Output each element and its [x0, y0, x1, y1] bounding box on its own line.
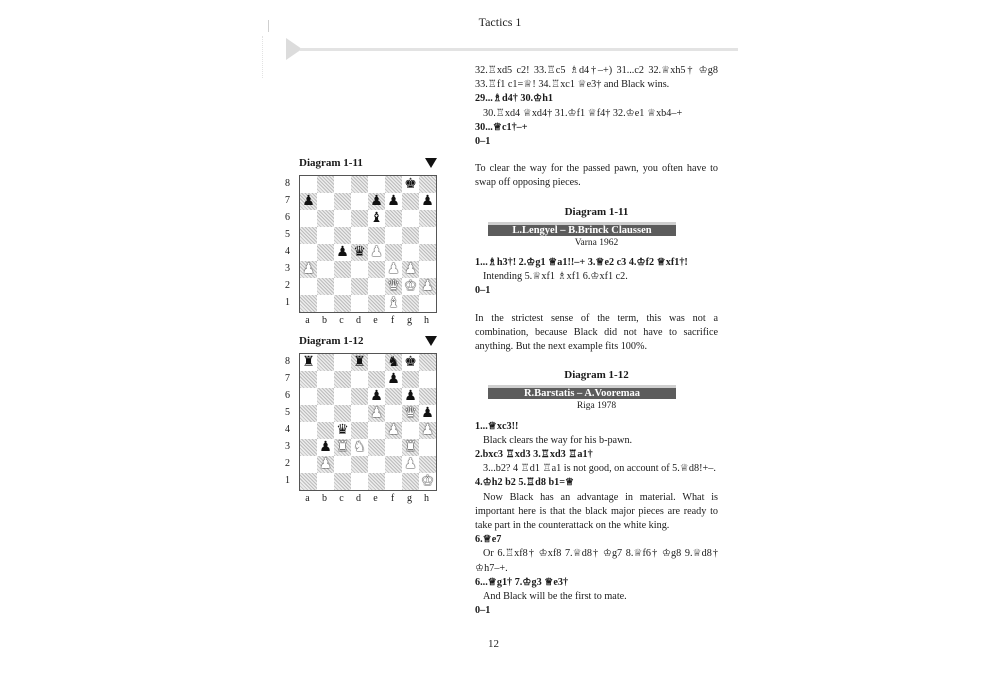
square-f1 [385, 473, 402, 490]
square-f7 [385, 193, 402, 210]
square-h6 [419, 210, 436, 227]
square-h4 [419, 244, 436, 261]
game-1-moves [475, 256, 718, 299]
file-label: d [356, 493, 361, 504]
rank-label: 8 [285, 356, 290, 367]
square-b3 [317, 439, 334, 456]
square-a2 [300, 278, 317, 295]
annotation-line: Intending 5.♕xf1 ♗xf1 6.♔xf1 c2. [483, 271, 628, 283]
square-d2 [351, 278, 368, 295]
square-e7 [368, 371, 385, 388]
white-pawn-icon: ♟ [387, 262, 400, 277]
game-2-banner [475, 385, 718, 399]
square-c5 [334, 227, 351, 244]
square-b1 [317, 473, 334, 490]
rank-label: 4 [285, 424, 290, 435]
square-c6 [334, 210, 351, 227]
white-pawn-icon: ♟ [302, 262, 315, 277]
square-c2 [334, 456, 351, 473]
running-head: Tactics 1 [478, 15, 522, 29]
square-e4 [368, 422, 385, 439]
rank-label: 2 [285, 280, 290, 291]
file-label: a [305, 493, 310, 504]
square-e7 [368, 193, 385, 210]
move-line: 0–1 [475, 605, 491, 617]
square-c4 [334, 422, 351, 439]
move-line: 0–1 [475, 136, 491, 148]
square-d6 [351, 210, 368, 227]
square-b5 [317, 405, 334, 422]
file-label: b [322, 493, 327, 504]
diagram-title: Diagram 1-12 [299, 335, 364, 347]
square-d1 [351, 295, 368, 312]
game-2-venue: Riga 1978 [576, 401, 617, 412]
square-g8 [402, 354, 419, 371]
black-pawn-icon: ♟ [370, 389, 383, 404]
annotation-line: 30.♖xd4 ♕xd4† 31.♔f1 ♕f4† 32.♔e1 ♕xb4–+ [483, 107, 683, 119]
rank-label: 4 [285, 246, 290, 257]
white-pawn-icon: ♟ [421, 279, 434, 294]
white-king-icon: ♚ [404, 279, 417, 294]
square-c8 [334, 176, 351, 193]
intro-paragraph-2: In the strictest sense of the term, this was not a combination, because Black did not have to sacrifice anything. But the next example fits 100%. [475, 312, 718, 353]
square-f2 [385, 456, 402, 473]
file-label: c [339, 315, 344, 326]
square-b2 [317, 278, 334, 295]
square-d2 [351, 456, 368, 473]
square-h8 [419, 354, 436, 371]
square-f4 [385, 422, 402, 439]
move-line: 0–1 [475, 285, 491, 297]
square-d5 [351, 227, 368, 244]
square-f4 [385, 244, 402, 261]
file-label: f [390, 493, 395, 504]
square-g6 [402, 210, 419, 227]
square-a6 [300, 388, 317, 405]
square-a7 [300, 193, 317, 210]
square-c8 [334, 354, 351, 371]
rank-label: 6 [285, 212, 290, 223]
square-d6 [351, 388, 368, 405]
square-e1 [368, 295, 385, 312]
file-label: a [305, 315, 310, 326]
square-c7 [334, 193, 351, 210]
square-a6 [300, 210, 317, 227]
square-d8 [351, 354, 368, 371]
file-label: b [322, 315, 327, 326]
square-g1 [402, 473, 419, 490]
black-pawn-icon: ♟ [387, 372, 400, 387]
square-g3 [402, 261, 419, 278]
file-labels [299, 493, 435, 504]
square-b7 [317, 193, 334, 210]
square-c5 [334, 405, 351, 422]
annotation-line: Or 6.♖xf8† ♔xf8 7.♕d8† ♔g7 8.♕f6† ♔g8 9.♕d8† ♔h7–+. [475, 548, 718, 574]
square-c4 [334, 244, 351, 261]
square-e2 [368, 456, 385, 473]
white-queen-icon: ♛ [387, 279, 400, 294]
square-d8 [351, 176, 368, 193]
square-h6 [419, 388, 436, 405]
square-b3 [317, 261, 334, 278]
white-pawn-icon: ♟ [404, 262, 417, 277]
square-h1 [419, 473, 436, 490]
square-g4 [402, 422, 419, 439]
square-a8 [300, 176, 317, 193]
square-e2 [368, 278, 385, 295]
diagram-1-11 [285, 157, 445, 332]
rank-label: 5 [285, 229, 290, 240]
square-e8 [368, 354, 385, 371]
square-g7 [402, 371, 419, 388]
annotation-line: Black clears the way for his b-pawn. [483, 434, 633, 446]
rank-label: 1 [285, 297, 290, 308]
file-label: h [424, 315, 429, 326]
game-1-players: L.Lengyel – B.Brinck Claussen [488, 225, 676, 236]
square-b2 [317, 456, 334, 473]
square-b6 [317, 210, 334, 227]
square-h1 [419, 295, 436, 312]
black-pawn-icon: ♟ [336, 245, 349, 260]
game-1-venue: Varna 1962 [574, 237, 619, 248]
black-to-move-triangle-icon [425, 158, 437, 168]
rank-label: 3 [285, 263, 290, 274]
square-d3 [351, 439, 368, 456]
square-h3 [419, 261, 436, 278]
file-label: e [373, 493, 378, 504]
square-h2 [419, 456, 436, 473]
square-g4 [402, 244, 419, 261]
white-pawn-icon: ♟ [370, 406, 383, 421]
square-a3 [300, 439, 317, 456]
white-bishop-icon: ♝ [387, 296, 400, 311]
white-pawn-icon: ♟ [404, 457, 417, 472]
square-f2 [385, 278, 402, 295]
square-a3 [300, 261, 317, 278]
black-pawn-icon: ♟ [319, 440, 332, 455]
move-line: 4.♔h2 b2 5.♖d8 b1=♕ [475, 477, 575, 489]
square-g5 [402, 405, 419, 422]
black-queen-icon: ♛ [336, 423, 349, 438]
square-g2 [402, 456, 419, 473]
move-line: 1...♕xc3!! [475, 420, 519, 432]
square-f3 [385, 261, 402, 278]
square-h8 [419, 176, 436, 193]
square-b5 [317, 227, 334, 244]
square-d5 [351, 405, 368, 422]
square-f3 [385, 439, 402, 456]
black-rook-icon: ♜ [302, 355, 315, 370]
square-b8 [317, 354, 334, 371]
black-queen-icon: ♛ [353, 245, 366, 260]
file-label: g [407, 493, 412, 504]
square-b8 [317, 176, 334, 193]
white-knight-icon: ♞ [353, 440, 366, 455]
header-rule [300, 48, 738, 51]
intro-paragraph-1: To clear the way for the passed pawn, you often have to swap off opposing pieces. [475, 163, 718, 189]
black-rook-icon: ♜ [353, 355, 366, 370]
rank-label: 7 [285, 195, 290, 206]
square-c7 [334, 371, 351, 388]
diagram-1-12 [285, 335, 445, 510]
square-f5 [385, 227, 402, 244]
square-g6 [402, 388, 419, 405]
rank-label: 8 [285, 178, 290, 189]
square-e5 [368, 405, 385, 422]
rank-label: 1 [285, 475, 290, 486]
square-f1 [385, 295, 402, 312]
white-king-icon: ♚ [421, 474, 434, 489]
square-h5 [419, 227, 436, 244]
page-number: 12 [488, 638, 499, 650]
square-g5 [402, 227, 419, 244]
file-label: c [339, 493, 344, 504]
rank-label: 7 [285, 373, 290, 384]
rank-label: 2 [285, 458, 290, 469]
diagram-title: Diagram 1-11 [299, 157, 363, 169]
black-bishop-icon: ♝ [370, 211, 383, 226]
game-2-diagram-label: Diagram 1-12 [564, 369, 629, 382]
square-d4 [351, 244, 368, 261]
move-line: 2.bxc3 ♖xd3 3.♖xd3 ♖a1† [475, 449, 593, 461]
white-rook-icon: ♜ [336, 440, 349, 455]
square-h5 [419, 405, 436, 422]
square-a1 [300, 295, 317, 312]
move-line: 6...♕g1† 7.♔g3 ♕e3† [475, 576, 569, 588]
black-king-icon: ♚ [404, 355, 417, 370]
square-g8 [402, 176, 419, 193]
square-e4 [368, 244, 385, 261]
square-b6 [317, 388, 334, 405]
square-a4 [300, 244, 317, 261]
square-h7 [419, 371, 436, 388]
square-b7 [317, 371, 334, 388]
black-pawn-icon: ♟ [387, 194, 400, 209]
black-king-icon: ♚ [404, 177, 417, 192]
square-g1 [402, 295, 419, 312]
black-pawn-icon: ♟ [404, 389, 417, 404]
square-h2 [419, 278, 436, 295]
square-g7 [402, 193, 419, 210]
side-mark [268, 20, 269, 32]
file-label: e [373, 315, 378, 326]
annotation-line: 3...b2? 4 ♖d1 ♖a1 is not good, on account of 5.♕d8!+–. [483, 463, 716, 475]
rank-label: 3 [285, 441, 290, 452]
square-h7 [419, 193, 436, 210]
move-line: 1...♗h3†! 2.♔g1 ♕a1!!–+ 3.♕e2 c3 4.♔f2 ♕xf1†! [475, 257, 688, 269]
square-e3 [368, 261, 385, 278]
right-column-text [475, 64, 718, 619]
white-queen-icon: ♛ [404, 406, 417, 421]
square-a5 [300, 405, 317, 422]
continuation-lines [475, 64, 718, 149]
square-c2 [334, 278, 351, 295]
square-e6 [368, 388, 385, 405]
side-chapter-tab [262, 36, 273, 78]
square-c3 [334, 439, 351, 456]
square-e5 [368, 227, 385, 244]
game-1-diagram-label: Diagram 1-11 [564, 205, 629, 218]
square-d7 [351, 371, 368, 388]
square-c1 [334, 295, 351, 312]
square-b1 [317, 295, 334, 312]
square-b4 [317, 422, 334, 439]
rank-labels [285, 175, 295, 311]
square-g2 [402, 278, 419, 295]
white-pawn-icon: ♟ [387, 423, 400, 438]
annotation-line: And Black will be the first to mate. [483, 591, 627, 603]
square-g3 [402, 439, 419, 456]
game-2-players: R.Barstatis – A.Vooremaa [488, 388, 676, 399]
square-e8 [368, 176, 385, 193]
white-pawn-icon: ♟ [421, 423, 434, 438]
file-label: d [356, 315, 361, 326]
annotation-line: 32.♖xd5 c2! 33.♖c5 ♗d4†–+) 31...c2 32.♕xh5† ♔g8 33.♖f1 c1=♕! 34.♖xc1 ♕e3† and Black wins. [475, 65, 718, 91]
square-d3 [351, 261, 368, 278]
square-f5 [385, 405, 402, 422]
square-a4 [300, 422, 317, 439]
black-pawn-icon: ♟ [421, 406, 434, 421]
square-a8 [300, 354, 317, 371]
square-d4 [351, 422, 368, 439]
square-f8 [385, 176, 402, 193]
black-pawn-icon: ♟ [370, 194, 383, 209]
annotation-line: Now Black has an advantage in material. What is important here is that the black major pieces are ready to take part in the counterattack on the white king. [475, 491, 718, 532]
black-pawn-icon: ♟ [302, 194, 315, 209]
chess-board [299, 353, 437, 491]
white-pawn-icon: ♟ [370, 245, 383, 260]
move-line: 29...♗d4† 30.♔h1 [475, 93, 553, 105]
square-h3 [419, 439, 436, 456]
square-e3 [368, 439, 385, 456]
file-label: f [390, 315, 395, 326]
rank-label: 5 [285, 407, 290, 418]
file-labels [299, 315, 435, 326]
black-knight-icon: ♞ [387, 355, 400, 370]
square-e6 [368, 210, 385, 227]
move-line: 30...♕c1†–+ [475, 121, 528, 133]
square-f6 [385, 388, 402, 405]
square-f6 [385, 210, 402, 227]
game-2-moves [475, 420, 718, 619]
square-d7 [351, 193, 368, 210]
file-label: h [424, 493, 429, 504]
square-h4 [419, 422, 436, 439]
move-line: 6.♕e7 [475, 534, 502, 546]
square-a2 [300, 456, 317, 473]
white-pawn-icon: ♟ [319, 457, 332, 472]
square-a5 [300, 227, 317, 244]
square-c6 [334, 388, 351, 405]
file-label: g [407, 315, 412, 326]
white-rook-icon: ♜ [404, 440, 417, 455]
square-e1 [368, 473, 385, 490]
black-to-move-triangle-icon [425, 336, 437, 346]
rank-label: 6 [285, 390, 290, 401]
square-c1 [334, 473, 351, 490]
black-pawn-icon: ♟ [421, 194, 434, 209]
game-1-banner [475, 222, 718, 236]
chess-board [299, 175, 437, 313]
square-f7 [385, 371, 402, 388]
square-f8 [385, 354, 402, 371]
square-a7 [300, 371, 317, 388]
square-b4 [317, 244, 334, 261]
square-d1 [351, 473, 368, 490]
rank-labels [285, 353, 295, 489]
square-c3 [334, 261, 351, 278]
square-a1 [300, 473, 317, 490]
